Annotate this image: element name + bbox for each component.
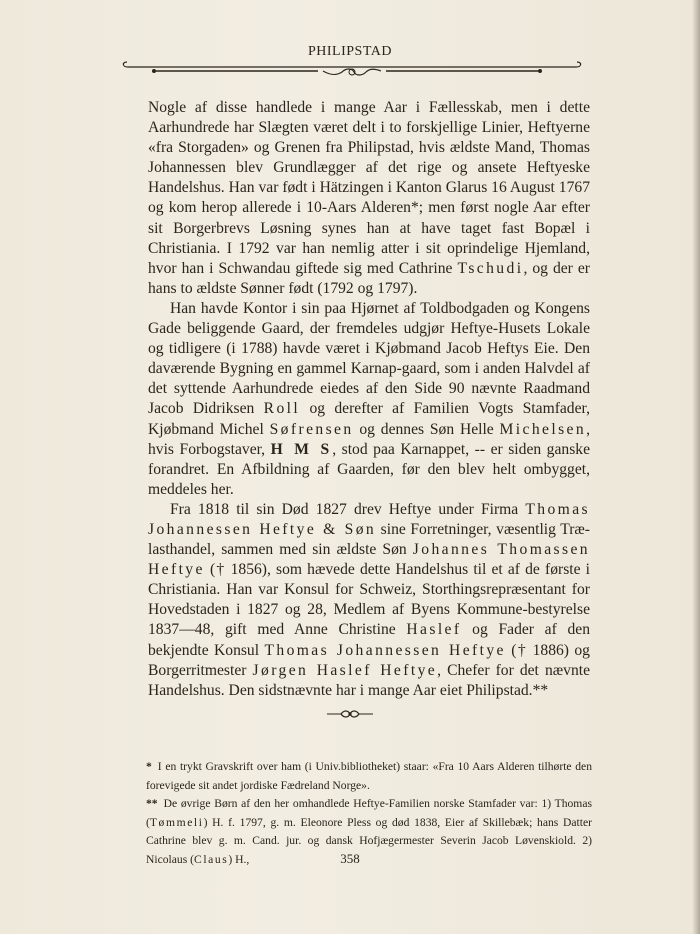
spaced-name: Johannes Thomassen Heftye (148, 541, 590, 579)
text-run: Nogle af disse handlede i mange Aar i Fællesskab, men i dette Aarhundrede har Slægten været delt i to forskjellige Linier, Heftyerne «fra Storgaden» og Grenen fra Philipstad, hvis ældste Mand, Thomas Johannessen blev Grundlægger af det rige og ansete Heftyeske Handelshus. Han var født i Hätzingen i Kanton Glarus 16 August 1767 og kom herop allerede i 10-Aars Alderen*; men først nogle Aar efter sit Borgerbrevs Løsning synes han at have taget fast Bopæl i Christiania. I 1792 var han nemlig atter i sit oprindelige Hjemland, hvor han i Schwandau giftede sig med Cathrine (148, 99, 590, 277)
header-ornament (118, 58, 586, 80)
footnote-text: I en trykt Gravskrift over ham (i Univ.bibliotheket) staar: «Fra 10 Aars Alderen tilhørte den forevigede sit andet jordiske Fædreland Norge». (146, 760, 592, 792)
text-run: og derefter af Familien Vogts Stamfader, Kjøbmand Michel (148, 400, 590, 438)
footnote-text: De øvrige Børn af den her omhandlede Heftye-Familien norske Stamfader var: 1) Thomas ( (146, 797, 592, 829)
spaced-name: Michelsen (499, 420, 587, 438)
text-run: , Chefer for det nævnte Handelshus. Den sidstnævnte har i mange Aar eiet Philipstad.** (148, 661, 591, 699)
text-run: og dennes Søn Helle (353, 420, 500, 438)
section-divider-ornament (325, 708, 375, 720)
paragraph-2 (148, 299, 590, 500)
text-run: og Fader af den bekjendte Konsul (148, 621, 591, 659)
text-run: († 1856), som hævede dette Handelshus til et af de første i Christiania. Han var Konsul for Schweiz, Storthingsrepræsentant for Hovedstaden i 1827 og 28, Medlem af Byens Kommune-bestyrelse 1837—48, gift med Anne Christine (148, 561, 590, 639)
spaced-name: Roll (263, 400, 301, 418)
text-run: († 1886) og Borgerritmester (148, 641, 590, 679)
footnote-text: ) H., (228, 852, 250, 866)
text-run: , stod paa Karnappet, -- er siden ganske forandret. En Afbildning af Gaarden, før den blev helt ombygget, meddeles her. (148, 440, 590, 498)
text-run: , og der er hans to ældste Sønner født (1792 og 1797). (148, 259, 590, 297)
spaced-name: Claus (193, 852, 229, 866)
footnote-text: ) H. f. 1797, g. m. Eleonore Pless og død 1838, Eier af Skillebæk; hans Datter Cathrine blev g. m. Cand. jur. og dansk Hofjægermester Severin Jacob Løvenskiold. 2) Nicolaus ( (146, 815, 592, 866)
text-run: Han havde Kontor i sin paa Hjørnet af Toldbodgaden og Kongens Gade beliggende Gaard, der fremdeles udgjør Heftye-Husets Lokale og tidligere (i 1788) havde været i Kjøbmand Jacob Heftys Eie. Den daværende Bygning en gammel Karnap-gaard, som i anden Halvdel af det syttende Aarhundrede eiedes af den Side 90 nævnte Raadmand Jacob Didriksen (148, 299, 590, 418)
initials-hms: H M S (270, 440, 333, 458)
paragraph-3 (148, 500, 590, 701)
page-edge-shadow (692, 0, 700, 934)
spaced-name: Tømmeli (149, 815, 204, 829)
spaced-name: Tschudi (457, 259, 524, 277)
text-run: , hvis Forbogstaver, (148, 420, 590, 458)
body-text (148, 98, 590, 701)
page-number: 358 (340, 851, 360, 866)
spaced-name: Thomas Johannessen Heftye (264, 641, 506, 659)
spaced-name: Haslef (406, 621, 462, 639)
text-run: sine Forretninger, væsentlig Træ-lasthandel, sammen med sin ældste Søn (148, 520, 590, 559)
paragraph-1 (148, 98, 590, 299)
footnote-marker: * (146, 760, 152, 773)
running-title: PHILIPSTAD (308, 44, 392, 59)
spaced-name: Thomas Johannessen Heftye & Søn (148, 500, 590, 538)
spaced-name: Søfrensen (269, 420, 354, 438)
footnote-marker: ** (146, 797, 158, 811)
footnote-1 (146, 758, 592, 795)
text-run: Fra 1818 til sin Død 1827 drev Heftye under Firma (170, 500, 526, 518)
spaced-name: Jørgen Haslef Heftye (252, 661, 438, 679)
